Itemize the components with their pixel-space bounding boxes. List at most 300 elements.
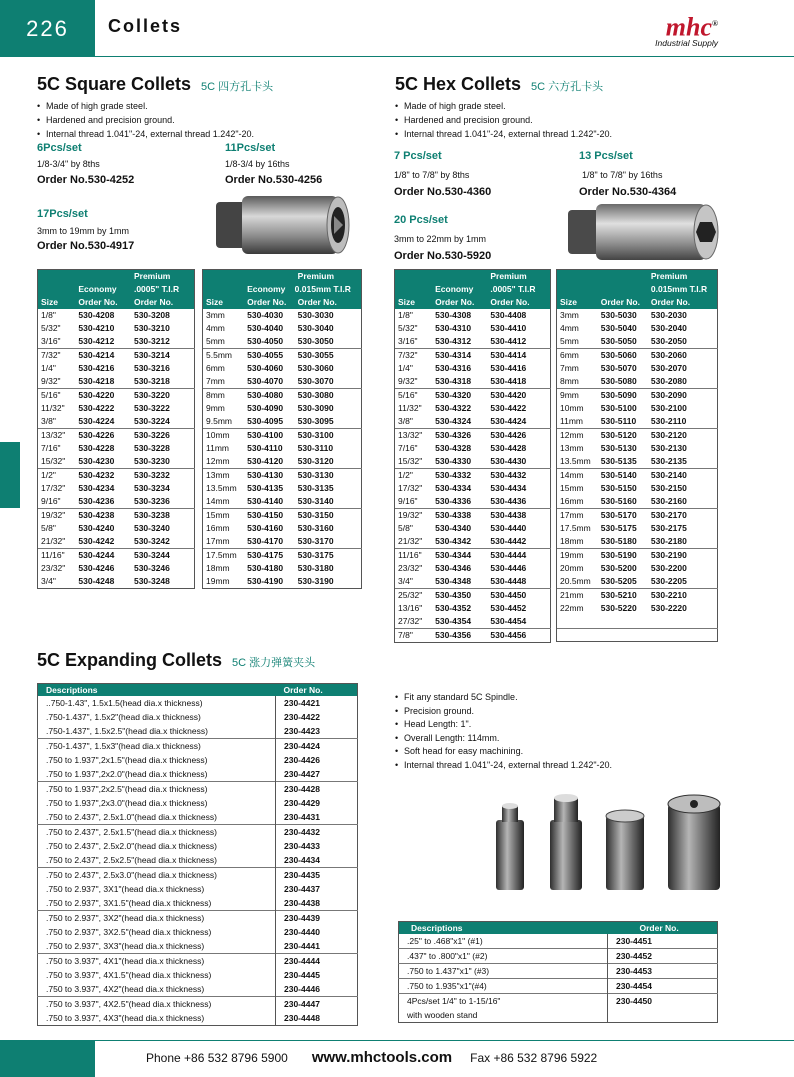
table-row	[203, 495, 362, 509]
table-row	[395, 482, 551, 495]
premium-order-cell: 530-3240	[133, 523, 170, 533]
premium-order-cell: 530-2170	[648, 509, 718, 523]
col-header: Descriptions	[38, 684, 276, 697]
economy-order-cell: 530-5140	[598, 469, 648, 483]
table-row	[203, 575, 362, 589]
economy-order-cell: 530-4224	[78, 416, 115, 426]
economy-order-cell: 530-4330	[435, 456, 472, 466]
expanding-title-text: 5C Expanding Collets	[37, 650, 223, 670]
economy-order-cell: 530-5060	[598, 349, 648, 363]
square-inch-table	[37, 269, 195, 589]
economy-order-cell: 530-4110	[247, 443, 283, 453]
size-cell	[557, 628, 598, 641]
size-cell: 23/32"	[395, 562, 433, 575]
description-cell: .750 to 3.937", 4X2.5"(head dia.x thickness)	[38, 997, 276, 1012]
hex-title-cn: 5C 六方孔卡头	[531, 81, 604, 93]
size-cell: 21/32"	[395, 535, 433, 549]
size-cell: 15/32"	[38, 455, 76, 469]
order-number-cell: 230-4444	[276, 954, 358, 969]
order-number-cell: 230-4448	[276, 1011, 358, 1026]
col-header: Premium	[487, 270, 550, 284]
set-label: 11Pcs/set	[225, 142, 276, 154]
table-row	[395, 629, 551, 643]
expanding-title-cn: 5C 涨力弹簧夹头	[232, 657, 316, 669]
set-order: Order No.530-4917	[37, 240, 135, 252]
economy-order-cell: 530-4320	[432, 389, 487, 403]
description-cell: .750 to 2.937", 3X1.5"(head dia.x thickness)	[46, 898, 212, 908]
table-row	[395, 589, 551, 603]
premium-order-cell: 530-3080	[295, 389, 362, 403]
table-row	[203, 402, 362, 415]
premium-order-cell: 530-4448	[490, 576, 527, 586]
table-row	[395, 322, 551, 335]
economy-order-cell: 530-4216	[78, 363, 115, 373]
table-row	[557, 442, 718, 455]
economy-order-cell: 530-4326	[432, 429, 487, 443]
set-range: 1/8" to 7/8" by 8ths	[394, 170, 470, 180]
table-row	[395, 375, 551, 389]
premium-order-cell: 530-3234	[133, 483, 170, 493]
size-cell: 1/2"	[38, 469, 76, 483]
table-row	[38, 968, 358, 982]
size-cell: 9/16"	[38, 495, 76, 509]
premium-order-cell: 530-4438	[487, 509, 550, 523]
order-number-cell: 230-4428	[276, 782, 358, 797]
premium-order-cell: 530-3135	[297, 483, 334, 493]
table-row	[395, 389, 551, 403]
premium-order-cell: 530-4434	[490, 483, 527, 493]
premium-order-cell: 530-4418	[490, 376, 527, 386]
economy-order-cell: 530-5030	[600, 310, 637, 320]
description-cell: 4Pcs/set 1/4" to 1-15/16"	[399, 994, 608, 1009]
size-cell: 9/32"	[38, 375, 76, 389]
premium-order-cell: 530-2060	[648, 349, 718, 363]
economy-order-cell: 530-4240	[78, 523, 115, 533]
economy-order-cell: 530-4120	[247, 456, 284, 466]
premium-order-cell: 530-4428	[490, 443, 527, 453]
bullet: • Hardened and precision ground.	[37, 113, 254, 127]
bullet: • Internal thread 1.041"-24, external thread 1.242"-20.	[37, 127, 254, 141]
hex-bullets	[395, 99, 612, 141]
premium-order-cell: 530-3120	[297, 456, 334, 466]
economy-order-cell: 530-4350	[432, 589, 487, 603]
footer-phone: Phone +86 532 8796 5900	[146, 1051, 288, 1065]
premium-order-cell: 530-2090	[648, 389, 718, 403]
size-cell: 6mm	[203, 362, 245, 375]
table-row	[557, 455, 718, 469]
table-row	[203, 389, 362, 403]
col-header: .0005" T.I.R	[487, 283, 550, 296]
description-cell: .750 to 3.937", 4X3"(head dia.x thickness)	[46, 1013, 205, 1023]
size-cell: 7/8"	[395, 629, 433, 643]
description-cell: .750 to 2.937", 3X3"(head dia.x thickness)	[46, 941, 205, 951]
table-row	[38, 939, 358, 954]
size-cell: 14mm	[203, 495, 245, 509]
table-row	[38, 375, 195, 389]
economy-order-cell: 530-4236	[78, 496, 115, 506]
size-cell: 9/16"	[395, 495, 433, 509]
economy-order-cell	[598, 615, 648, 628]
economy-order-cell: 530-4318	[435, 376, 472, 386]
premium-order-cell: 530-4446	[490, 563, 527, 573]
size-cell: 16mm	[203, 522, 245, 535]
size-cell: 9/32"	[395, 375, 433, 389]
size-cell: 17mm	[557, 509, 598, 523]
set-range: 1/8-3/4 by 16ths	[225, 159, 290, 169]
economy-order-cell: 530-4244	[75, 549, 131, 563]
description-cell: .750-1.437", 1.5x2.5"(head dia.x thickness)	[46, 726, 208, 736]
size-cell: 1/2"	[395, 469, 433, 483]
economy-order-cell: 530-4314	[432, 349, 487, 363]
table-row	[557, 549, 718, 563]
size-cell: 9.5mm	[203, 415, 245, 429]
col-header	[432, 270, 487, 284]
size-cell: 17.5mm	[557, 522, 598, 535]
table-row	[38, 522, 195, 535]
table-row	[38, 322, 195, 335]
set-label: 17Pcs/set	[37, 208, 88, 220]
footer-website-link[interactable]: www.mhctools.com	[311, 1049, 453, 1066]
economy-order-cell: 530-5130	[600, 443, 637, 453]
premium-order-cell: 530-3218	[133, 376, 170, 386]
description-cell: .750 to 2.937", 3X2.5"(head dia.x thickness)	[46, 927, 212, 937]
description-cell: .750 to 2.937", 3X1"(head dia.x thickness)	[46, 884, 205, 894]
economy-order-cell: 530-5070	[600, 363, 637, 373]
col-header: Order No.	[598, 296, 648, 309]
table-row	[38, 997, 358, 1012]
description-cell: with wooden stand	[407, 1010, 478, 1020]
table-row	[557, 562, 718, 575]
economy-order-cell: 530-4234	[78, 483, 115, 493]
hex-title	[395, 74, 603, 95]
premium-order-cell: 530-3130	[295, 469, 362, 483]
premium-order-cell: 530-2100	[650, 403, 687, 413]
economy-order-cell: 530-4100	[244, 429, 295, 443]
premium-order-cell: 530-3040	[297, 323, 334, 333]
premium-order-cell: 530-2130	[650, 443, 687, 453]
set-label: 20 Pcs/set	[394, 214, 448, 226]
size-cell: 3/16"	[38, 335, 76, 349]
premium-order-cell: 530-3090	[297, 403, 334, 413]
order-number-cell: 230-4453	[608, 964, 718, 979]
order-number-cell: 230-4450	[608, 994, 718, 1009]
col-header: Order No.	[648, 296, 718, 309]
description-cell: .25" to .468"x1" (#1)	[407, 936, 483, 946]
size-cell: 12mm	[557, 429, 598, 443]
economy-order-cell: 530-5100	[600, 403, 637, 413]
premium-order-cell: 530-3110	[297, 443, 334, 453]
description-cell: .750 to 2.437", 2.5x2.5"(head dia.x thickness)	[46, 855, 217, 865]
premium-order-cell: 530-3214	[131, 349, 195, 363]
economy-order-cell: 530-4356	[432, 629, 487, 643]
table-row	[38, 825, 358, 840]
economy-order-cell: 530-4140	[247, 496, 284, 506]
premium-order-cell: 530-4426	[487, 429, 550, 443]
size-cell: 15mm	[557, 482, 598, 495]
set-range: 3mm to 19mm by 1mm	[37, 226, 130, 236]
order-number-cell: 230-4441	[276, 939, 358, 954]
set-order: Order No.530-4252	[37, 174, 135, 186]
table-row	[38, 495, 195, 509]
size-cell: 7/32"	[38, 349, 76, 363]
size-cell: 7/16"	[395, 442, 433, 455]
page-title: Collets	[108, 16, 183, 36]
premium-order-cell: 530-4430	[490, 456, 527, 466]
size-cell: 7/32"	[395, 349, 433, 363]
premium-order-cell: 530-4432	[487, 469, 550, 483]
order-number-cell: 230-4446	[276, 982, 358, 997]
economy-order-cell: 530-4242	[78, 536, 115, 546]
order-number-cell: 230-4423	[276, 724, 358, 739]
economy-order-cell: 530-4208	[78, 310, 115, 320]
economy-order-cell: 530-4328	[435, 443, 472, 453]
col-header: Premium	[295, 270, 362, 284]
size-cell: 11mm	[203, 442, 245, 455]
set-label: 7 Pcs/set	[394, 150, 442, 162]
table-row	[203, 535, 362, 549]
premium-order-cell: 530-4422	[490, 403, 527, 413]
size-cell: 3/4"	[395, 575, 433, 589]
size-cell: 17/32"	[38, 482, 76, 495]
premium-order-cell: 530-2080	[650, 376, 687, 386]
size-cell: 11/32"	[38, 402, 76, 415]
size-cell: 5/32"	[38, 322, 76, 335]
table-row	[38, 442, 195, 455]
description-cell: ..750-1.43", 1.5x1.5(head dia.x thickness)	[46, 698, 203, 708]
table-row	[203, 469, 362, 483]
table-row	[38, 429, 195, 443]
table-row	[557, 322, 718, 335]
table-row	[38, 349, 195, 363]
table-row	[395, 309, 551, 322]
premium-order-cell: 530-4454	[490, 616, 527, 626]
footer-fax: Fax +86 532 8796 5922	[470, 1051, 598, 1065]
premium-order-cell: 530-4452	[490, 603, 527, 613]
premium-order-cell: 530-2040	[650, 323, 687, 333]
table-row	[38, 982, 358, 997]
col-header: Premium	[648, 270, 718, 284]
economy-order-cell: 530-4332	[432, 469, 487, 483]
hex-metric-table	[556, 269, 718, 642]
economy-order-cell: 530-4095	[247, 416, 284, 426]
col-header: Order No.	[244, 296, 295, 309]
col-header: .0005" T.I.R	[131, 283, 195, 296]
premium-order-cell	[648, 615, 718, 628]
economy-order-cell: 530-5120	[598, 429, 648, 443]
order-number-cell: 230-4434	[276, 853, 358, 868]
table-row	[203, 349, 362, 363]
order-number-cell: 230-4422	[276, 710, 358, 724]
economy-order-cell: 530-4354	[435, 616, 472, 626]
table-row	[399, 1008, 718, 1023]
col-header: Economy	[75, 283, 131, 296]
table-row	[395, 335, 551, 349]
order-number-cell: 230-4438	[276, 896, 358, 911]
premium-order-cell: 530-3230	[133, 456, 170, 466]
col-header: 0.015mm T.I.R	[295, 283, 362, 296]
size-cell: 13/16"	[395, 602, 433, 615]
economy-order-cell: 530-4238	[75, 509, 131, 523]
col-header	[75, 270, 131, 284]
premium-order-cell: 530-4414	[487, 349, 550, 363]
economy-order-cell: 530-4308	[435, 310, 472, 320]
table-row	[395, 615, 551, 629]
size-cell: 6mm	[557, 349, 598, 363]
premium-order-cell: 530-3228	[133, 443, 170, 453]
emergency-collets-photo	[488, 790, 728, 898]
table-row	[395, 549, 551, 563]
size-cell: 3/16"	[395, 335, 433, 349]
premium-order-cell: 530-3248	[133, 576, 170, 586]
premium-order-cell: 530-4436	[490, 496, 527, 506]
table-row	[557, 335, 718, 349]
table-row	[395, 535, 551, 549]
size-cell: 19mm	[557, 549, 598, 563]
order-number-cell: 230-4451	[608, 934, 718, 949]
premium-order-cell: 530-4416	[490, 363, 527, 373]
table-row	[38, 389, 195, 403]
bullet: • Overall Length: 114mm.	[395, 732, 612, 746]
table-row	[38, 562, 195, 575]
bullet: • Made of high grade steel.	[395, 99, 612, 113]
table-row	[395, 429, 551, 443]
economy-order-cell: 530-4230	[78, 456, 115, 466]
col-header	[203, 283, 245, 296]
size-cell: 8mm	[557, 375, 598, 389]
table-row	[557, 522, 718, 535]
size-cell: 13mm	[557, 442, 598, 455]
economy-order-cell: 530-4050	[247, 336, 284, 346]
hex-collet-photo	[566, 202, 726, 262]
premium-order-cell: 530-4408	[490, 310, 527, 320]
col-header: Order No.	[487, 296, 550, 309]
premium-order-cell: 530-4420	[487, 389, 550, 403]
economy-order-cell: 530-4338	[432, 509, 487, 523]
table-row	[38, 853, 358, 868]
size-cell: 1/8"	[395, 309, 433, 322]
table-row	[557, 415, 718, 429]
table-row	[557, 589, 718, 603]
size-cell: 5/16"	[395, 389, 433, 403]
order-number-cell: 230-4452	[608, 949, 718, 964]
premium-order-cell: 530-3190	[297, 576, 334, 586]
square-title-text: 5C Square Collets	[37, 74, 192, 94]
premium-order-cell: 530-2180	[650, 536, 687, 546]
size-cell: 4mm	[203, 322, 245, 335]
premium-order-cell: 530-3055	[295, 349, 362, 363]
premium-order-cell: 530-3050	[297, 336, 334, 346]
table-row	[395, 509, 551, 523]
economy-order-cell: 530-4218	[78, 376, 115, 386]
premium-order-cell: 530-2160	[650, 496, 687, 506]
economy-order-cell: 530-4070	[247, 376, 284, 386]
table-row	[203, 309, 362, 322]
size-cell: 20mm	[557, 562, 598, 575]
economy-order-cell: 530-4232	[75, 469, 131, 483]
square-title	[37, 74, 273, 95]
premium-order-cell: 530-3150	[295, 509, 362, 523]
premium-order-cell: 530-3160	[297, 523, 334, 533]
premium-order-cell: 530-3224	[133, 416, 170, 426]
set-order: Order No.530-4364	[579, 186, 677, 198]
table-row	[203, 482, 362, 495]
order-number-cell: 230-4440	[276, 925, 358, 939]
table-row	[38, 509, 195, 523]
bullet: • Made of high grade steel.	[37, 99, 254, 113]
col-header	[203, 270, 245, 284]
col-header	[395, 283, 433, 296]
premium-order-cell: 530-2150	[650, 483, 687, 493]
description-cell: .750 to 1.937",2x1.5"(head dia.x thickness)	[46, 755, 208, 765]
size-cell: 5/32"	[395, 322, 433, 335]
premium-order-cell: 530-3246	[133, 563, 170, 573]
size-cell: 9mm	[203, 402, 245, 415]
hex-title-text: 5C Hex Collets	[395, 74, 522, 94]
size-cell: 23/32"	[38, 562, 76, 575]
table-row	[399, 949, 718, 964]
size-cell: 10mm	[203, 429, 245, 443]
table-row	[38, 925, 358, 939]
premium-order-cell: 530-3180	[297, 563, 334, 573]
order-number-cell: 230-4427	[276, 767, 358, 782]
economy-order-cell: 530-5220	[600, 603, 637, 613]
table-row	[399, 934, 718, 949]
bullet: • Internal thread 1.041"-24, external thread 1.242"-20.	[395, 759, 612, 773]
size-cell: 10mm	[557, 402, 598, 415]
economy-order-cell: 530-5200	[600, 563, 637, 573]
size-cell: 5.5mm	[203, 349, 245, 363]
premium-order-cell: 530-3100	[295, 429, 362, 443]
premium-order-cell: 530-3238	[131, 509, 195, 523]
col-header: Order No.	[276, 684, 358, 697]
table-row	[203, 335, 362, 349]
premium-order-cell: 530-3210	[133, 323, 170, 333]
table-row	[203, 362, 362, 375]
col-header: Size	[38, 296, 76, 309]
description-cell: .750 to 1.437"x1" (#3)	[399, 964, 608, 979]
size-cell: 13/32"	[395, 429, 433, 443]
col-header: Order No.	[131, 296, 195, 309]
hex-inch-table	[394, 269, 551, 643]
economy-order-cell: 530-5160	[600, 496, 637, 506]
size-cell: 19mm	[203, 575, 245, 589]
premium-order-cell: 530-3095	[297, 416, 334, 426]
economy-order-cell: 530-5205	[600, 576, 637, 586]
page-number: 226	[0, 0, 95, 57]
table-row	[38, 549, 195, 563]
set-range: 3mm to 22mm by 1mm	[394, 234, 487, 244]
economy-order-cell: 530-4175	[244, 549, 295, 563]
economy-order-cell: 530-4160	[247, 523, 284, 533]
set-label: 6Pcs/set	[37, 142, 82, 154]
table-row	[557, 469, 718, 483]
table-row	[38, 896, 358, 911]
set-order: Order No.530-5920	[394, 250, 492, 262]
footer	[146, 1049, 597, 1066]
table-row	[38, 469, 195, 483]
col-header: Order No.	[608, 922, 718, 935]
economy-order-cell: 530-4055	[244, 349, 295, 363]
table-row	[557, 309, 718, 322]
table-row	[38, 868, 358, 883]
col-header: Economy	[244, 283, 295, 296]
size-cell: 3mm	[557, 309, 598, 322]
square-collet-photo	[212, 192, 352, 256]
table-row	[395, 455, 551, 469]
size-cell: 11mm	[557, 415, 598, 429]
set-range: 1/8" to 7/8" by 16ths	[582, 170, 663, 180]
col-header: Size	[395, 296, 433, 309]
